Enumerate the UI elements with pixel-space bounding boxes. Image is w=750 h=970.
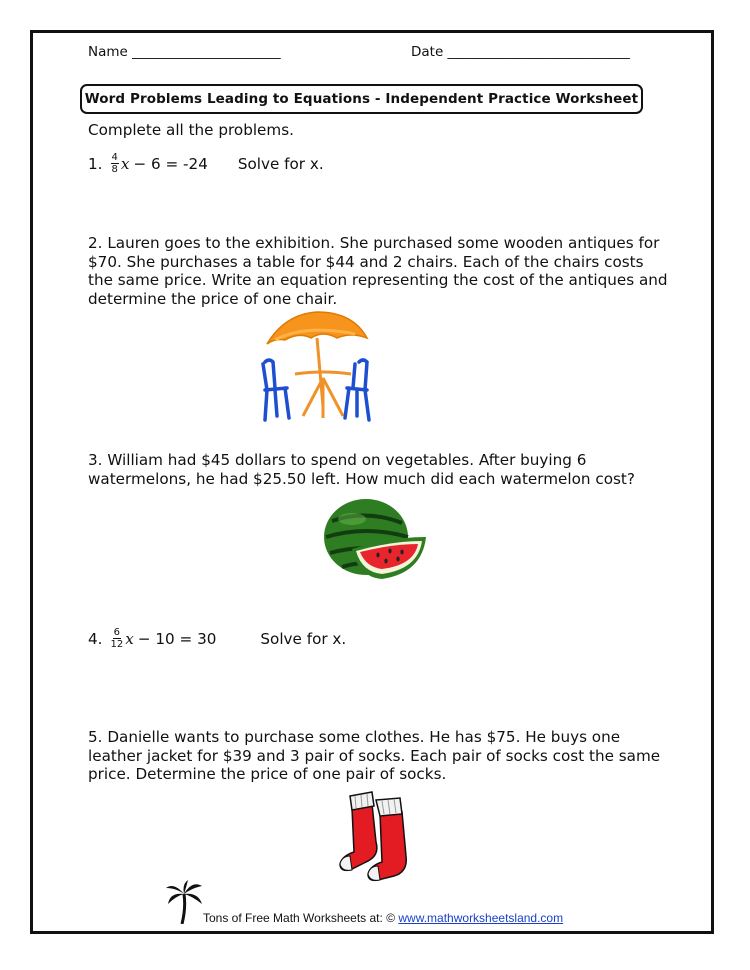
problem-4-fraction — [111, 627, 124, 650]
problem-4-denominator: 12 — [110, 639, 124, 650]
problem-1-task: Solve for x. — [237, 154, 324, 173]
problem-1-numerator: 4 — [111, 152, 118, 163]
problem-2-text: 2. Lauren goes to the exhibition. She purchased some wooden antiques for $70. She purchases a table for $44 and 2 chairs. Each of the chairs costs the same price. Write an equation representing the cost of the antiques and determine the price of one chair. — [88, 234, 668, 308]
problem-4-numerator: 6 — [113, 627, 121, 638]
footer-prefix: Tons of Free Math Worksheets at: © — [203, 911, 396, 925]
problem-5-text: 5. Danielle wants to purchase some clothes. He has $75. He buys one leather jacket for $39 and 3 pair of socks. Each pair of socks cost the same price. Determine the price of one pair of socks. — [88, 728, 661, 783]
footer — [203, 911, 563, 925]
watermelon-illustration — [322, 497, 432, 585]
socks-illustration — [336, 790, 418, 886]
palm-tree-icon — [166, 880, 204, 924]
problem-1-number: 1. — [88, 154, 103, 173]
instructions: Complete all the problems. — [88, 121, 294, 139]
problem-4-task: Solve for x. — [260, 629, 347, 648]
problem-1-equation: − 6 = -24 — [133, 154, 208, 173]
table-umbrella-chairs-illustration — [255, 308, 375, 426]
problem-4-variable: x — [125, 629, 134, 648]
problem-1 — [88, 152, 324, 175]
problem-4-number: 4. — [88, 629, 103, 648]
name-line: Name ______________________ — [88, 44, 281, 60]
problem-1-variable: x — [120, 154, 130, 173]
worksheet-title — [80, 84, 643, 114]
problem-1-fraction — [111, 152, 119, 175]
problem-1-denominator: 8 — [111, 164, 118, 175]
worksheet-title-text: Word Problems Leading to Equations - Independent Practice Worksheet — [84, 91, 639, 107]
footer-link[interactable]: www.mathworksheetsland.com — [398, 911, 564, 925]
date-line: Date ___________________________ — [411, 44, 630, 60]
problem-4-equation: − 10 = 30 — [137, 629, 217, 648]
problem-4 — [88, 627, 346, 650]
problem-3-text: 3. William had $45 dollars to spend on vegetables. After buying 6 watermelons, he had $25.50 left. How much did each watermelon cost? — [88, 451, 635, 488]
